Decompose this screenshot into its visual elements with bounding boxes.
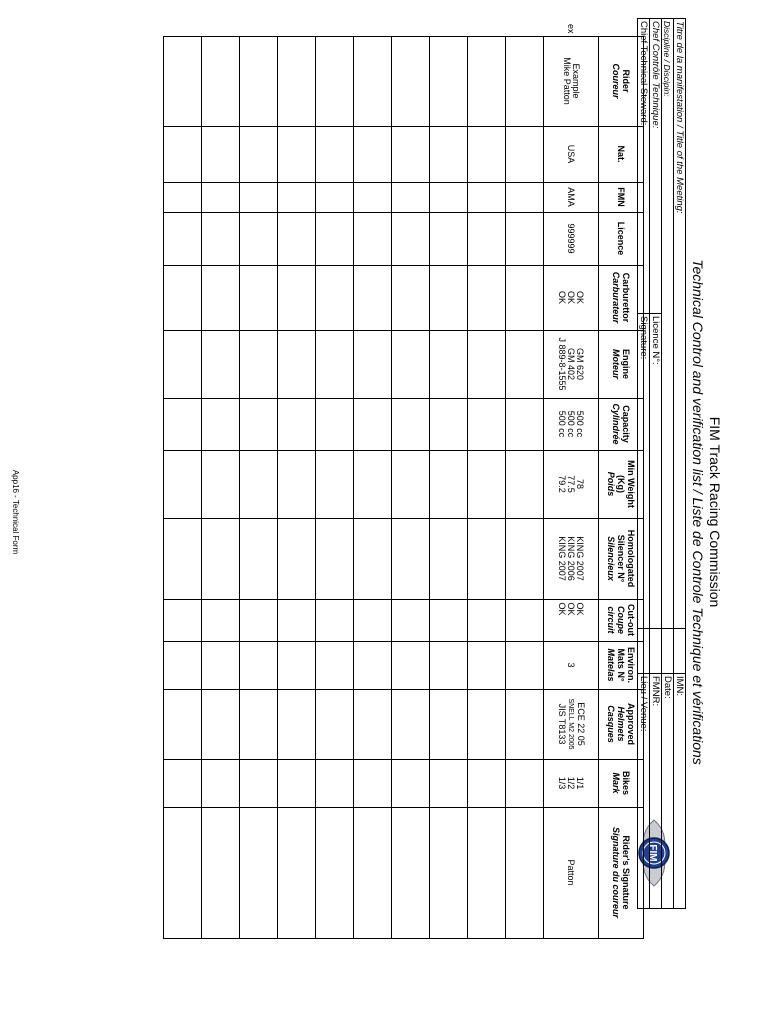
entry-cell[interactable] (278, 126, 316, 182)
svg-text:FIM: FIM (647, 844, 658, 862)
col-carburettor: Carburettor Carburateur (599, 265, 644, 330)
signature-field: Signature: (638, 314, 650, 629)
entry-cell[interactable] (430, 450, 468, 518)
entry-cell[interactable] (392, 599, 430, 641)
col-licence: Licence (599, 212, 644, 265)
entry-cell[interactable] (278, 518, 316, 599)
entry-cell[interactable] (278, 599, 316, 641)
entry-cell[interactable] (392, 641, 430, 689)
entry-cell[interactable] (164, 599, 202, 641)
entry-cell[interactable] (164, 450, 202, 518)
entry-cell[interactable] (468, 182, 506, 212)
entry-cell[interactable] (506, 212, 544, 265)
entry-cell[interactable] (202, 182, 240, 212)
entry-cell[interactable] (506, 641, 544, 689)
entry-cell[interactable] (316, 450, 354, 518)
col-weight: Min Weight (Kg) Poids (599, 450, 644, 518)
entry-cell[interactable] (316, 398, 354, 450)
entry-cell[interactable] (202, 807, 240, 938)
discipline-field: Discipline / Discipin: (662, 19, 674, 629)
entry-cell[interactable] (278, 689, 316, 759)
entry-cell[interactable] (430, 212, 468, 265)
table-row (164, 18, 202, 938)
entry-cell[interactable] (202, 518, 240, 599)
entry-cell[interactable] (392, 398, 430, 450)
entry-cell[interactable] (164, 265, 202, 330)
entry-cell[interactable] (354, 265, 392, 330)
example-licence: 999999 (544, 212, 599, 265)
entry-cell[interactable] (354, 126, 392, 182)
entry-cell[interactable] (354, 599, 392, 641)
entry-cell[interactable] (354, 641, 392, 689)
entry-cell[interactable] (430, 126, 468, 182)
form-subtitle: Technical Control and verification list / Liste de Controle Technique et vérifications (690, 259, 706, 765)
entry-cell[interactable] (202, 689, 240, 759)
entry-cell[interactable] (240, 759, 278, 807)
col-bikes: Bikes Mark (599, 759, 644, 807)
entry-cell[interactable] (506, 599, 544, 641)
entry-cell[interactable] (202, 398, 240, 450)
entry-cell[interactable] (164, 182, 202, 212)
entry-cell[interactable] (240, 641, 278, 689)
entry-cell[interactable] (506, 182, 544, 212)
entry-cell[interactable] (392, 212, 430, 265)
entry-cell[interactable] (202, 599, 240, 641)
example-weight: 78 77.5 79.2 (544, 450, 599, 518)
entry-cell[interactable] (316, 265, 354, 330)
date-field: Date: (662, 674, 674, 909)
entry-cell[interactable] (430, 689, 468, 759)
entry-cell[interactable] (240, 212, 278, 265)
entry-cell[interactable] (468, 212, 506, 265)
venue-field: Lieu / Venue: (638, 674, 650, 909)
entry-cell[interactable] (164, 330, 202, 398)
table-row (468, 18, 506, 938)
entry-cell[interactable] (278, 807, 316, 938)
entry-cell[interactable] (202, 212, 240, 265)
meeting-info-table (637, 18, 686, 909)
table-header-row (599, 18, 644, 938)
row-label-cell (468, 18, 506, 36)
row-label-cell (316, 18, 354, 36)
entry-cell[interactable] (202, 265, 240, 330)
entry-cell[interactable] (468, 126, 506, 182)
row-label-cell (202, 18, 240, 36)
entry-cell[interactable] (278, 36, 316, 126)
entry-cell[interactable] (392, 126, 430, 182)
entry-cell[interactable] (392, 265, 430, 330)
table-row (506, 18, 544, 938)
entry-cell[interactable] (354, 518, 392, 599)
entry-cell[interactable] (240, 398, 278, 450)
example-capacity: 500 cc 500 cc 500 cc (544, 398, 599, 450)
entry-cell[interactable] (164, 126, 202, 182)
table-row (316, 18, 354, 938)
col-environ-mats: Environ. Mats N° Matelas (599, 641, 644, 689)
entry-cell[interactable] (354, 807, 392, 938)
entry-cell[interactable] (316, 126, 354, 182)
entry-cell[interactable] (506, 759, 544, 807)
example-environ-mats: 3 (544, 641, 599, 689)
entry-cell[interactable] (240, 182, 278, 212)
entry-cell[interactable] (316, 330, 354, 398)
entry-cell[interactable] (316, 689, 354, 759)
entry-cell[interactable] (468, 518, 506, 599)
entry-cell[interactable] (430, 330, 468, 398)
entry-cell[interactable] (316, 641, 354, 689)
entry-cell[interactable] (164, 518, 202, 599)
example-silencer: KING 2007 KING 2006 KING 2007 (544, 518, 599, 599)
entry-cell[interactable] (506, 126, 544, 182)
col-fmn: FMN (599, 182, 644, 212)
entry-cell[interactable] (164, 398, 202, 450)
licence-field: Licence N°: (650, 314, 662, 629)
form-title: FIM Track Racing Commission (707, 416, 723, 608)
entry-cell[interactable] (506, 36, 544, 126)
entry-cell[interactable] (316, 759, 354, 807)
entry-cell[interactable] (392, 689, 430, 759)
entry-cell[interactable] (354, 689, 392, 759)
entry-cell[interactable] (354, 182, 392, 212)
table-row (392, 18, 430, 938)
example-engine: GM 620 GM 402 J 889-8-1555 (544, 330, 599, 398)
col-rider: Rider Coureur (599, 36, 644, 126)
row-label-cell (240, 18, 278, 36)
entry-cell[interactable] (506, 330, 544, 398)
entry-cell[interactable] (240, 807, 278, 938)
table-row (354, 18, 392, 938)
entry-cell[interactable] (392, 182, 430, 212)
entry-cell[interactable] (506, 398, 544, 450)
entry-cell[interactable] (506, 450, 544, 518)
entry-cell[interactable] (202, 36, 240, 126)
entry-cell[interactable] (354, 450, 392, 518)
entry-cell[interactable] (430, 807, 468, 938)
example-carburettor: OK OK OK (544, 265, 599, 330)
entry-cell[interactable] (468, 398, 506, 450)
chief-steward-field: Chief Technical Steward: (638, 19, 650, 314)
entry-cell[interactable] (240, 265, 278, 330)
entry-cell[interactable] (392, 759, 430, 807)
row-label-cell (506, 18, 544, 36)
entry-cell[interactable] (392, 518, 430, 599)
entry-cell[interactable] (240, 518, 278, 599)
entry-cell[interactable] (354, 759, 392, 807)
page-footer: App16 - Technical Form (11, 469, 20, 555)
entry-cell[interactable] (392, 36, 430, 126)
row-label-cell (354, 18, 392, 36)
entry-cell[interactable] (468, 807, 506, 938)
entry-cell[interactable] (202, 759, 240, 807)
entry-cell[interactable] (278, 330, 316, 398)
table-row (278, 18, 316, 938)
col-engine: Engine Moteur (599, 330, 644, 398)
entry-cell[interactable] (392, 807, 430, 938)
entry-cell[interactable] (430, 265, 468, 330)
example-row (544, 18, 599, 938)
col-silencer: Homologated Silencer N° Silencieux (599, 518, 644, 599)
entry-cell[interactable] (392, 450, 430, 518)
entry-cell[interactable] (278, 212, 316, 265)
entry-cell[interactable] (316, 807, 354, 938)
entry-cell[interactable] (240, 689, 278, 759)
entry-cell[interactable] (468, 759, 506, 807)
entry-cell[interactable] (202, 641, 240, 689)
chef-controle-field: Chef Contrôle Technique: (650, 19, 662, 314)
row-label-cell (430, 18, 468, 36)
entry-cell[interactable] (354, 212, 392, 265)
entry-cell[interactable] (468, 330, 506, 398)
row-label-cell (392, 18, 430, 36)
example-bikes: 1/1 1/2 1/3 (544, 759, 599, 807)
col-nat: Nat. (599, 126, 644, 182)
entry-cell[interactable] (506, 807, 544, 938)
entry-cell[interactable] (202, 450, 240, 518)
entry-cell[interactable] (164, 36, 202, 126)
entry-cell[interactable] (316, 212, 354, 265)
col-rider-signature: Rider's Signature Signature du coureur (599, 807, 644, 938)
example-signature: Patton (544, 807, 599, 938)
entry-cell[interactable] (164, 689, 202, 759)
entry-cell[interactable] (278, 759, 316, 807)
entry-cell[interactable] (430, 518, 468, 599)
example-row-label: ex (566, 23, 577, 34)
entry-cell[interactable] (278, 182, 316, 212)
entry-cell[interactable] (164, 759, 202, 807)
entry-cell[interactable] (468, 36, 506, 126)
entry-cell[interactable] (506, 689, 544, 759)
entry-cell[interactable] (354, 330, 392, 398)
technical-control-table (163, 18, 644, 939)
col-cutout: Cut-out Coupe circuit (599, 599, 644, 641)
meeting-title-field: Titre de la manifestation / Title of the Meeting: (674, 19, 686, 629)
example-cutout: OK OK OK (544, 599, 599, 641)
entry-cell[interactable] (240, 599, 278, 641)
example-nat: USA (544, 126, 599, 182)
entry-cell[interactable] (354, 398, 392, 450)
entry-cell[interactable] (430, 641, 468, 689)
entry-cell[interactable] (468, 689, 506, 759)
entry-cell[interactable] (468, 641, 506, 689)
col-helmets: Approved Helmets Casques (599, 689, 644, 759)
entry-cell[interactable] (392, 330, 430, 398)
blank-rows (164, 18, 544, 938)
table-row (240, 18, 278, 938)
entry-cell[interactable] (164, 212, 202, 265)
entry-cell[interactable] (240, 126, 278, 182)
entry-cell[interactable] (202, 330, 240, 398)
entry-cell[interactable] (316, 182, 354, 212)
entry-cell[interactable] (468, 450, 506, 518)
entry-cell[interactable] (278, 450, 316, 518)
entry-cell[interactable] (468, 599, 506, 641)
entry-cell[interactable] (430, 36, 468, 126)
table-row (202, 18, 240, 938)
entry-cell[interactable] (240, 330, 278, 398)
table-row (430, 18, 468, 938)
entry-cell[interactable] (202, 126, 240, 182)
example-helmets: ECE 22 05 SNELL M2 2005 JIS T8133 (544, 689, 599, 759)
entry-cell[interactable] (506, 265, 544, 330)
entry-cell[interactable] (430, 398, 468, 450)
entry-cell[interactable] (240, 36, 278, 126)
row-label-cell (164, 18, 202, 36)
entry-cell[interactable] (316, 36, 354, 126)
example-rider: Example Mike Patton (544, 36, 599, 126)
entry-cell[interactable] (468, 265, 506, 330)
entry-cell[interactable] (354, 36, 392, 126)
entry-cell[interactable] (430, 759, 468, 807)
entry-cell[interactable] (278, 641, 316, 689)
entry-cell[interactable] (430, 599, 468, 641)
entry-cell[interactable] (278, 398, 316, 450)
col-capacity: Capacity Cylindrée (599, 398, 644, 450)
imn-field: IMN: (674, 674, 686, 909)
entry-cell[interactable] (164, 641, 202, 689)
entry-cell[interactable] (278, 265, 316, 330)
example-fmn: AMA (544, 182, 599, 212)
fmnr-field: FMNR: (650, 674, 662, 909)
entry-cell[interactable] (240, 450, 278, 518)
entry-cell[interactable] (164, 807, 202, 938)
row-label-cell (278, 18, 316, 36)
entry-cell[interactable] (506, 518, 544, 599)
entry-cell[interactable] (430, 182, 468, 212)
entry-cell[interactable] (316, 599, 354, 641)
entry-cell[interactable] (316, 518, 354, 599)
